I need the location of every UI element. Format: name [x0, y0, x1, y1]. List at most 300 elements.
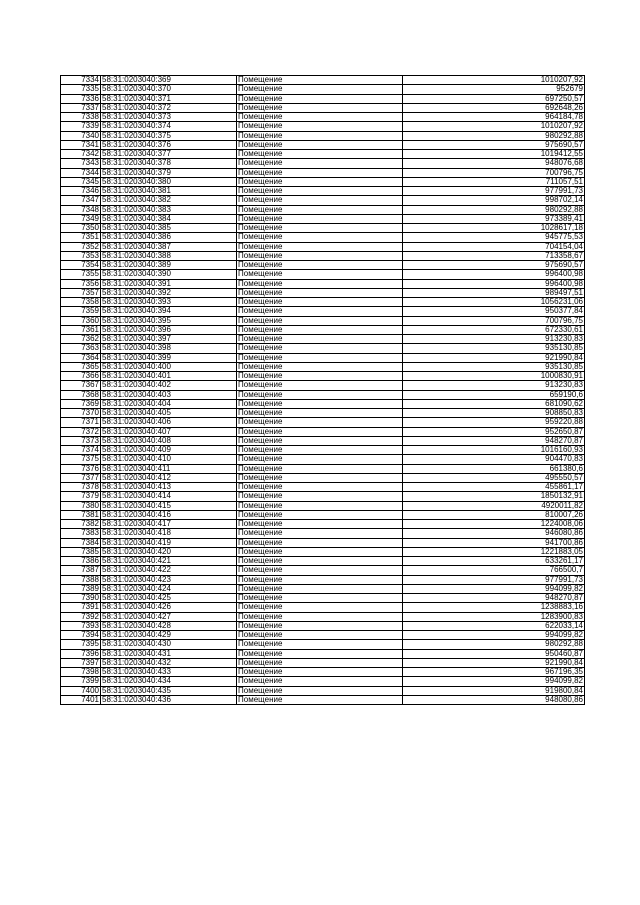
table-row — [61, 612, 585, 621]
row-number-cell: 7386 — [61, 557, 101, 566]
table-row — [61, 547, 585, 556]
table-row — [61, 140, 585, 149]
cadastral-number-cell: 58:31:0203040:429 — [101, 631, 237, 640]
cadastral-number-cell: 58:31:0203040:382 — [101, 196, 237, 205]
table-row — [61, 103, 585, 112]
row-number-cell: 7360 — [61, 316, 101, 325]
object-type-cell: Помещение — [237, 196, 403, 205]
object-type-cell: Помещение — [237, 510, 403, 519]
row-number-cell: 7381 — [61, 510, 101, 519]
cadastral-number-cell: 58:31:0203040:415 — [101, 501, 237, 510]
row-number-cell: 7376 — [61, 464, 101, 473]
table-row — [61, 483, 585, 492]
object-type-cell: Помещение — [237, 557, 403, 566]
object-type-cell: Помещение — [237, 464, 403, 473]
table-row — [61, 520, 585, 529]
table-row — [61, 594, 585, 603]
table-row — [61, 390, 585, 399]
table-row — [61, 372, 585, 381]
row-number-cell: 7342 — [61, 150, 101, 159]
object-type-cell: Помещение — [237, 205, 403, 214]
row-number-cell: 7369 — [61, 399, 101, 408]
object-type-cell: Помещение — [237, 668, 403, 677]
object-type-cell: Помещение — [237, 483, 403, 492]
cadastral-number-cell: 58:31:0203040:387 — [101, 242, 237, 251]
row-number-cell: 7364 — [61, 353, 101, 362]
object-type-cell: Помещение — [237, 325, 403, 334]
cadastral-number-cell: 58:31:0203040:397 — [101, 335, 237, 344]
table-row — [61, 668, 585, 677]
cadastral-number-cell: 58:31:0203040:411 — [101, 464, 237, 473]
cadastral-number-cell: 58:31:0203040:380 — [101, 177, 237, 186]
row-number-cell: 7387 — [61, 566, 101, 575]
object-type-cell: Помещение — [237, 242, 403, 251]
value-cell: 935130,85 — [403, 362, 585, 371]
object-type-cell: Помещение — [237, 390, 403, 399]
row-number-cell: 7339 — [61, 122, 101, 131]
table-row — [61, 353, 585, 362]
table-row — [61, 566, 585, 575]
row-number-cell: 7347 — [61, 196, 101, 205]
value-cell: 700796,75 — [403, 168, 585, 177]
cadastral-number-cell: 58:31:0203040:376 — [101, 140, 237, 149]
value-cell: 697250,57 — [403, 94, 585, 103]
value-cell: 810007,26 — [403, 510, 585, 519]
object-type-cell: Помещение — [237, 372, 403, 381]
object-type-cell: Помещение — [237, 270, 403, 279]
cadastral-number-cell: 58:31:0203040:422 — [101, 566, 237, 575]
value-cell: 1056231,06 — [403, 298, 585, 307]
table-row — [61, 686, 585, 695]
object-type-cell: Помещение — [237, 187, 403, 196]
cadastral-number-cell: 58:31:0203040:395 — [101, 316, 237, 325]
data-table — [60, 75, 585, 705]
value-cell: 959220,88 — [403, 418, 585, 427]
object-type-cell: Помещение — [237, 261, 403, 270]
value-cell: 996400,98 — [403, 270, 585, 279]
table-row — [61, 159, 585, 168]
value-cell: 952679 — [403, 85, 585, 94]
cadastral-number-cell: 58:31:0203040:414 — [101, 492, 237, 501]
object-type-cell: Помещение — [237, 381, 403, 390]
row-number-cell: 7401 — [61, 695, 101, 704]
value-cell: 980292,88 — [403, 640, 585, 649]
value-cell: 1019412,55 — [403, 150, 585, 159]
row-number-cell: 7380 — [61, 501, 101, 510]
row-number-cell: 7375 — [61, 455, 101, 464]
row-number-cell: 7385 — [61, 547, 101, 556]
value-cell: 946080,86 — [403, 529, 585, 538]
cadastral-number-cell: 58:31:0203040:412 — [101, 473, 237, 482]
object-type-cell: Помещение — [237, 529, 403, 538]
row-number-cell: 7357 — [61, 288, 101, 297]
value-cell: 1238883,16 — [403, 603, 585, 612]
value-cell: 1010207,92 — [403, 122, 585, 131]
object-type-cell: Помещение — [237, 584, 403, 593]
object-type-cell: Помещение — [237, 473, 403, 482]
value-cell: 1016160,93 — [403, 446, 585, 455]
row-number-cell: 7361 — [61, 325, 101, 334]
value-cell: 945775,53 — [403, 233, 585, 242]
table-row — [61, 94, 585, 103]
cadastral-number-cell: 58:31:0203040:388 — [101, 251, 237, 260]
table-row — [61, 381, 585, 390]
value-cell: 711057,51 — [403, 177, 585, 186]
cadastral-number-cell: 58:31:0203040:407 — [101, 427, 237, 436]
object-type-cell: Помещение — [237, 658, 403, 667]
cadastral-number-cell: 58:31:0203040:386 — [101, 233, 237, 242]
value-cell: 700796,75 — [403, 316, 585, 325]
table-row — [61, 205, 585, 214]
table-row — [61, 695, 585, 704]
object-type-cell: Помещение — [237, 566, 403, 575]
object-type-cell: Помещение — [237, 279, 403, 288]
value-cell: 672330,61 — [403, 325, 585, 334]
cadastral-number-cell: 58:31:0203040:420 — [101, 547, 237, 556]
row-number-cell: 7370 — [61, 409, 101, 418]
value-cell: 973389,41 — [403, 214, 585, 223]
cadastral-number-cell: 58:31:0203040:432 — [101, 658, 237, 667]
table-row — [61, 196, 585, 205]
cadastral-number-cell: 58:31:0203040:417 — [101, 520, 237, 529]
value-cell: 913230,83 — [403, 335, 585, 344]
object-type-cell: Помещение — [237, 177, 403, 186]
row-number-cell: 7373 — [61, 436, 101, 445]
table-row — [61, 316, 585, 325]
table-row — [61, 603, 585, 612]
row-number-cell: 7379 — [61, 492, 101, 501]
row-number-cell: 7348 — [61, 205, 101, 214]
object-type-cell: Помещение — [237, 649, 403, 658]
object-type-cell: Помещение — [237, 85, 403, 94]
cadastral-number-cell: 58:31:0203040:389 — [101, 261, 237, 270]
table-row — [61, 446, 585, 455]
table-row — [61, 261, 585, 270]
row-number-cell: 7341 — [61, 140, 101, 149]
row-number-cell: 7352 — [61, 242, 101, 251]
value-cell: 994099,82 — [403, 631, 585, 640]
table-row — [61, 557, 585, 566]
table-row — [61, 122, 585, 131]
cadastral-number-cell: 58:31:0203040:383 — [101, 205, 237, 214]
object-type-cell: Помещение — [237, 409, 403, 418]
row-number-cell: 7393 — [61, 621, 101, 630]
row-number-cell: 7397 — [61, 658, 101, 667]
row-number-cell: 7349 — [61, 214, 101, 223]
table-row — [61, 214, 585, 223]
object-type-cell: Помещение — [237, 344, 403, 353]
row-number-cell: 7388 — [61, 575, 101, 584]
cadastral-number-cell: 58:31:0203040:430 — [101, 640, 237, 649]
object-type-cell: Помещение — [237, 455, 403, 464]
object-type-cell: Помещение — [237, 603, 403, 612]
table-row — [61, 325, 585, 334]
object-type-cell: Помещение — [237, 538, 403, 547]
row-number-cell: 7336 — [61, 94, 101, 103]
cadastral-number-cell: 58:31:0203040:381 — [101, 187, 237, 196]
table-row — [61, 279, 585, 288]
value-cell: 1221883,05 — [403, 547, 585, 556]
row-number-cell: 7377 — [61, 473, 101, 482]
row-number-cell: 7398 — [61, 668, 101, 677]
value-cell: 913230,83 — [403, 381, 585, 390]
object-type-cell: Помещение — [237, 446, 403, 455]
value-cell: 977991,73 — [403, 187, 585, 196]
cadastral-number-cell: 58:31:0203040:425 — [101, 594, 237, 603]
cadastral-number-cell: 58:31:0203040:379 — [101, 168, 237, 177]
object-type-cell: Помещение — [237, 677, 403, 686]
object-type-cell: Помещение — [237, 224, 403, 233]
table-row — [61, 649, 585, 658]
row-number-cell: 7340 — [61, 131, 101, 140]
value-cell: 948270,87 — [403, 436, 585, 445]
row-number-cell: 7368 — [61, 390, 101, 399]
table-row — [61, 242, 585, 251]
row-number-cell: 7362 — [61, 335, 101, 344]
row-number-cell: 7343 — [61, 159, 101, 168]
value-cell: 994099,82 — [403, 677, 585, 686]
cadastral-number-cell: 58:31:0203040:384 — [101, 214, 237, 223]
cadastral-number-cell: 58:31:0203040:372 — [101, 103, 237, 112]
cadastral-number-cell: 58:31:0203040:396 — [101, 325, 237, 334]
row-number-cell: 7359 — [61, 307, 101, 316]
row-number-cell: 7355 — [61, 270, 101, 279]
value-cell: 4920011,82 — [403, 501, 585, 510]
object-type-cell: Помещение — [237, 353, 403, 362]
cadastral-number-cell: 58:31:0203040:406 — [101, 418, 237, 427]
value-cell: 952650,87 — [403, 427, 585, 436]
object-type-cell: Помещение — [237, 335, 403, 344]
value-cell: 904470,83 — [403, 455, 585, 464]
table-row — [61, 177, 585, 186]
row-number-cell: 7345 — [61, 177, 101, 186]
row-number-cell: 7372 — [61, 427, 101, 436]
row-number-cell: 7399 — [61, 677, 101, 686]
value-cell: 704154,04 — [403, 242, 585, 251]
table-row — [61, 335, 585, 344]
row-number-cell: 7358 — [61, 298, 101, 307]
value-cell: 455861,17 — [403, 483, 585, 492]
value-cell: 1010207,92 — [403, 76, 585, 85]
object-type-cell: Помещение — [237, 251, 403, 260]
row-number-cell: 7365 — [61, 362, 101, 371]
table-body — [61, 76, 585, 705]
object-type-cell: Помещение — [237, 103, 403, 112]
table-row — [61, 492, 585, 501]
object-type-cell: Помещение — [237, 131, 403, 140]
object-type-cell: Помещение — [237, 233, 403, 242]
row-number-cell: 7382 — [61, 520, 101, 529]
value-cell: 948076,68 — [403, 159, 585, 168]
cadastral-number-cell: 58:31:0203040:392 — [101, 288, 237, 297]
row-number-cell: 7378 — [61, 483, 101, 492]
row-number-cell: 7366 — [61, 372, 101, 381]
table-row — [61, 640, 585, 649]
cadastral-number-cell: 58:31:0203040:402 — [101, 381, 237, 390]
row-number-cell: 7383 — [61, 529, 101, 538]
cadastral-number-cell: 58:31:0203040:390 — [101, 270, 237, 279]
table-row — [61, 131, 585, 140]
object-type-cell: Помещение — [237, 695, 403, 704]
table-row — [61, 224, 585, 233]
cadastral-number-cell: 58:31:0203040:424 — [101, 584, 237, 593]
value-cell: 980292,88 — [403, 205, 585, 214]
table-row — [61, 529, 585, 538]
value-cell: 766500,7 — [403, 566, 585, 575]
object-type-cell: Помещение — [237, 316, 403, 325]
cadastral-number-cell: 58:31:0203040:378 — [101, 159, 237, 168]
value-cell: 967196,35 — [403, 668, 585, 677]
object-type-cell: Помещение — [237, 140, 403, 149]
row-number-cell: 7344 — [61, 168, 101, 177]
table-row — [61, 399, 585, 408]
cadastral-number-cell: 58:31:0203040:374 — [101, 122, 237, 131]
table-row — [61, 510, 585, 519]
object-type-cell: Помещение — [237, 399, 403, 408]
value-cell: 1000830,91 — [403, 372, 585, 381]
cadastral-number-cell: 58:31:0203040:421 — [101, 557, 237, 566]
cadastral-number-cell: 58:31:0203040:410 — [101, 455, 237, 464]
row-number-cell: 7371 — [61, 418, 101, 427]
value-cell: 980292,88 — [403, 131, 585, 140]
table-row — [61, 150, 585, 159]
value-cell: 996400,98 — [403, 279, 585, 288]
cadastral-number-cell: 58:31:0203040:416 — [101, 510, 237, 519]
table-row — [61, 658, 585, 667]
table-row — [61, 427, 585, 436]
cadastral-number-cell: 58:31:0203040:375 — [101, 131, 237, 140]
object-type-cell: Помещение — [237, 122, 403, 131]
cadastral-number-cell: 58:31:0203040:403 — [101, 390, 237, 399]
value-cell: 692648,26 — [403, 103, 585, 112]
value-cell: 1283900,83 — [403, 612, 585, 621]
cadastral-number-cell: 58:31:0203040:435 — [101, 686, 237, 695]
value-cell: 633261,17 — [403, 557, 585, 566]
table-row — [61, 584, 585, 593]
cadastral-number-cell: 58:31:0203040:369 — [101, 76, 237, 85]
cadastral-number-cell: 58:31:0203040:418 — [101, 529, 237, 538]
row-number-cell: 7353 — [61, 251, 101, 260]
table-row — [61, 631, 585, 640]
value-cell: 935130,85 — [403, 344, 585, 353]
cadastral-number-cell: 58:31:0203040:433 — [101, 668, 237, 677]
cadastral-number-cell: 58:31:0203040:400 — [101, 362, 237, 371]
value-cell: 713358,67 — [403, 251, 585, 260]
value-cell: 989497,51 — [403, 288, 585, 297]
table-row — [61, 251, 585, 260]
table-row — [61, 473, 585, 482]
table-row — [61, 455, 585, 464]
cadastral-number-cell: 58:31:0203040:399 — [101, 353, 237, 362]
cadastral-number-cell: 58:31:0203040:423 — [101, 575, 237, 584]
row-number-cell: 7351 — [61, 233, 101, 242]
value-cell: 977991,73 — [403, 575, 585, 584]
table-row — [61, 85, 585, 94]
value-cell: 1224008,06 — [403, 520, 585, 529]
object-type-cell: Помещение — [237, 621, 403, 630]
cadastral-number-cell: 58:31:0203040:427 — [101, 612, 237, 621]
cadastral-number-cell: 58:31:0203040:370 — [101, 85, 237, 94]
table-row — [61, 362, 585, 371]
table-row — [61, 575, 585, 584]
table-row — [61, 288, 585, 297]
row-number-cell: 7367 — [61, 381, 101, 390]
row-number-cell: 7394 — [61, 631, 101, 640]
cadastral-number-cell: 58:31:0203040:394 — [101, 307, 237, 316]
cadastral-number-cell: 58:31:0203040:434 — [101, 677, 237, 686]
table-row — [61, 187, 585, 196]
row-number-cell: 7335 — [61, 85, 101, 94]
cadastral-number-cell: 58:31:0203040:409 — [101, 446, 237, 455]
table-row — [61, 677, 585, 686]
table-row — [61, 298, 585, 307]
value-cell: 921990,84 — [403, 658, 585, 667]
row-number-cell: 7391 — [61, 603, 101, 612]
object-type-cell: Помещение — [237, 159, 403, 168]
value-cell: 948270,87 — [403, 594, 585, 603]
cadastral-number-cell: 58:31:0203040:405 — [101, 409, 237, 418]
table-row — [61, 270, 585, 279]
value-cell: 1850132,91 — [403, 492, 585, 501]
row-number-cell: 7350 — [61, 224, 101, 233]
row-number-cell: 7396 — [61, 649, 101, 658]
table-row — [61, 464, 585, 473]
object-type-cell: Помещение — [237, 501, 403, 510]
table-row — [61, 344, 585, 353]
value-cell: 975690,57 — [403, 140, 585, 149]
table-row — [61, 307, 585, 316]
object-type-cell: Помещение — [237, 640, 403, 649]
cadastral-number-cell: 58:31:0203040:391 — [101, 279, 237, 288]
object-type-cell: Помещение — [237, 436, 403, 445]
object-type-cell: Помещение — [237, 594, 403, 603]
row-number-cell: 7363 — [61, 344, 101, 353]
cadastral-number-cell: 58:31:0203040:385 — [101, 224, 237, 233]
table-row — [61, 168, 585, 177]
object-type-cell: Помещение — [237, 427, 403, 436]
value-cell: 941700,86 — [403, 538, 585, 547]
value-cell: 661380,6 — [403, 464, 585, 473]
value-cell: 950377,84 — [403, 307, 585, 316]
value-cell: 994099,82 — [403, 584, 585, 593]
value-cell: 622033,14 — [403, 621, 585, 630]
value-cell: 659190,6 — [403, 390, 585, 399]
value-cell: 919800,84 — [403, 686, 585, 695]
cadastral-number-cell: 58:31:0203040:436 — [101, 695, 237, 704]
row-number-cell: 7400 — [61, 686, 101, 695]
value-cell: 975690,57 — [403, 261, 585, 270]
table-row — [61, 538, 585, 547]
cadastral-number-cell: 58:31:0203040:419 — [101, 538, 237, 547]
row-number-cell: 7395 — [61, 640, 101, 649]
row-number-cell: 7374 — [61, 446, 101, 455]
row-number-cell: 7337 — [61, 103, 101, 112]
row-number-cell: 7346 — [61, 187, 101, 196]
object-type-cell: Помещение — [237, 575, 403, 584]
document-sheet — [60, 75, 584, 705]
object-type-cell: Помещение — [237, 298, 403, 307]
table-row — [61, 76, 585, 85]
row-number-cell: 7334 — [61, 76, 101, 85]
object-type-cell: Помещение — [237, 168, 403, 177]
object-type-cell: Помещение — [237, 76, 403, 85]
cadastral-number-cell: 58:31:0203040:401 — [101, 372, 237, 381]
object-type-cell: Помещение — [237, 362, 403, 371]
object-type-cell: Помещение — [237, 547, 403, 556]
table-row — [61, 436, 585, 445]
table-row — [61, 501, 585, 510]
cadastral-number-cell: 58:31:0203040:404 — [101, 399, 237, 408]
